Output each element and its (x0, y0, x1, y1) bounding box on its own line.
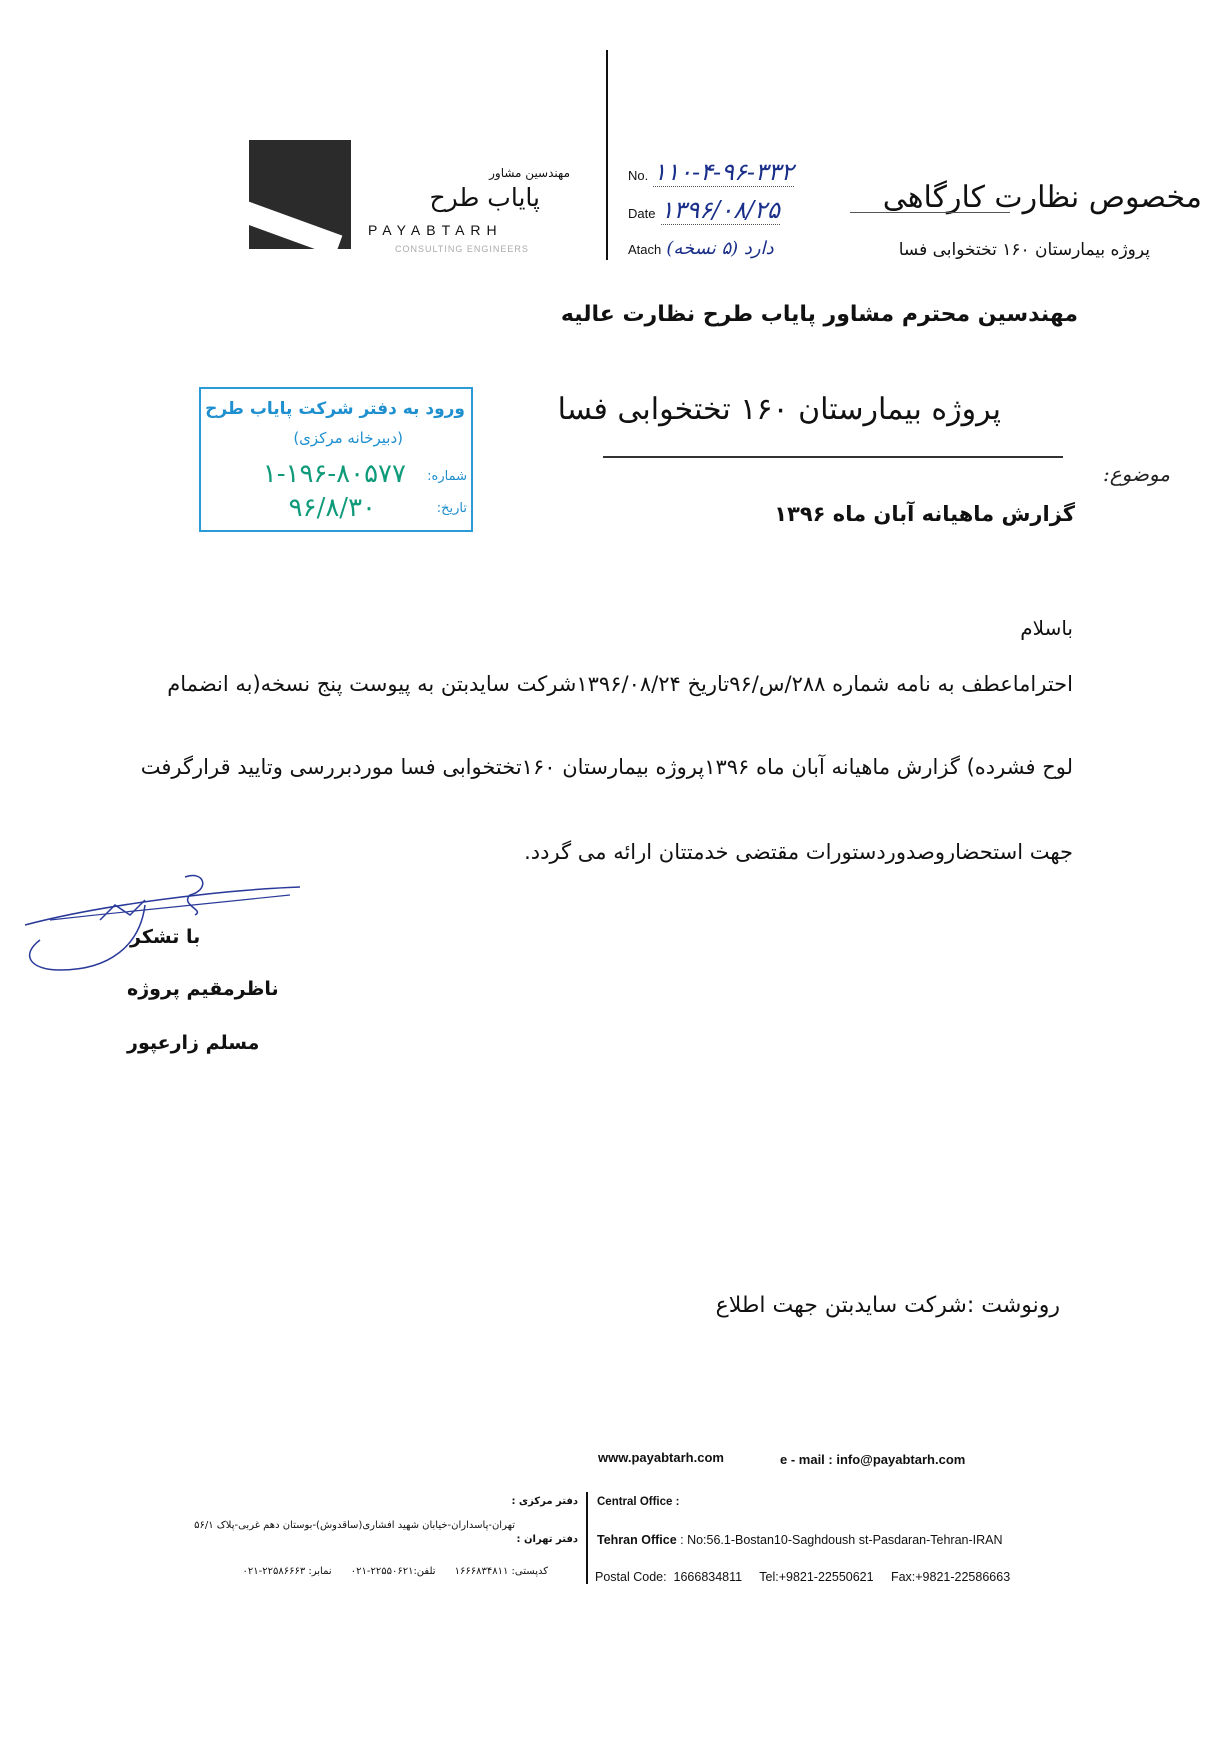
footer-postal: Postal Code: 1666834811 Tel:+9821-22550621 Fax:+9821-22586663 (595, 1570, 1011, 1584)
attach-label: Atach (628, 242, 662, 257)
logo-fa-name: پایاب طرح (429, 183, 540, 212)
attach-value: دارد (۵ نسخه) (666, 238, 774, 259)
signature-thanks: با تشکر (130, 926, 201, 948)
body-line-2: لوح فشرده) گزارش ماهیانه آبان ماه ۱۳۹۶پروژه بیمارستان ۱۶۰تختخوابی فسا موردبررسی وتایید قرارگرفت (140, 755, 1073, 779)
logo-en-sub: CONSULTING ENGINEERS (395, 244, 529, 254)
header-title: مخصوص نظارت کارگاهی (882, 180, 1202, 215)
tehran-office-label: Tehran Office (597, 1533, 677, 1547)
footer-tehran-office (597, 1533, 1003, 1547)
signature-name: مسلم زارعپور (127, 1032, 260, 1054)
date-value: ۱۳۹۶/۰۸/۲۵ (660, 196, 780, 224)
footer-email: e - mail : info@payabtarh.com (780, 1452, 966, 1467)
receipt-stamp (199, 387, 473, 532)
stamp-line2: (دبیرخانه مرکزی) (293, 429, 403, 447)
footer-divider (586, 1492, 588, 1584)
header-title-underline (850, 212, 1010, 213)
header-project: پروژه بیمارستان ۱۶۰ تختخوابی فسا (898, 240, 1150, 260)
footer-tehran-office-fa: دفتر تهران : (516, 1534, 578, 1545)
footer-central-office: Central Office : (597, 1496, 680, 1508)
stamp-number-label: شماره: (427, 469, 467, 484)
recipient: مهندسین محترم مشاور پایاب طرح نظارت عالیه (560, 302, 1078, 327)
no-value: ۱۱۰-۴-۹۶-۳۳۲ (653, 158, 794, 186)
stamp-number-value: ۱-۱۹۶-۸۰۵۷۷ (262, 459, 406, 489)
subject: گزارش ماهیانه آبان ماه ۱۳۹۶ (774, 502, 1075, 526)
project-title: پروژه بیمارستان ۱۶۰ تختخوابی فسا (557, 392, 1001, 427)
letter-attachment (628, 238, 774, 259)
footer-website: www.payabtarh.com (598, 1450, 724, 1465)
footer-central-office-fa: دفتر مرکزی : (511, 1496, 578, 1507)
signature-role: ناظرمقیم پروژه (127, 978, 279, 1000)
subject-label: موضوع: (1102, 462, 1170, 486)
stamp-line1: ورود به دفتر شرکت پایاب طرح (205, 399, 465, 419)
carbon-copy: رونوشت :شرکت سایدبتن جهت اطلاع (715, 1293, 1060, 1318)
stamp-date-label: تاریخ: (436, 501, 467, 516)
logo-en-name: PAYABTARH (368, 222, 503, 238)
stamp-date-value: ۹۶/۸/۳۰ (288, 493, 376, 523)
logo-mark (249, 140, 351, 249)
body-line-3: جهت استحضاروصدوردستورات مقتضی خدمتتان ارائه می گردد. (524, 840, 1073, 864)
letter-number (628, 158, 794, 186)
footer-tehran-address-fa: تهران-پاسداران-خیابان شهید افشاری(ساقدوش)-بوستان دهم غربی-پلاک ۵۶/۱ (194, 1520, 515, 1531)
body-line-1: احتراماعطف به نامه شماره ۲۸۸/س/۹۶تاریخ ۱۳۹۶/۰۸/۲۴شرکت سایدبتن به پیوست پنج نسخه(به انضمام (167, 672, 1073, 696)
tehran-office-address: : No:56.1-Bostan10-Saghdoush st-Pasdaran-Tehran-IRAN (676, 1533, 1003, 1547)
header-divider (606, 50, 608, 260)
title-rule (603, 456, 1063, 458)
handwritten-signature (20, 865, 310, 975)
date-label: Date (628, 206, 656, 221)
no-label: No. (628, 168, 649, 183)
footer-postal-fa: کدپستی: ۱۶۶۶۸۳۴۸۱۱ تلفن:۲۲۵۵۰۶۲۱-۰۲۱ نمابر: ۲۲۵۸۶۶۶۳-۰۲۱ (242, 1566, 548, 1577)
letter-date (628, 196, 780, 224)
logo-fa-small: مهندسین مشاور (489, 166, 570, 180)
greeting: باسلام (1020, 616, 1073, 640)
